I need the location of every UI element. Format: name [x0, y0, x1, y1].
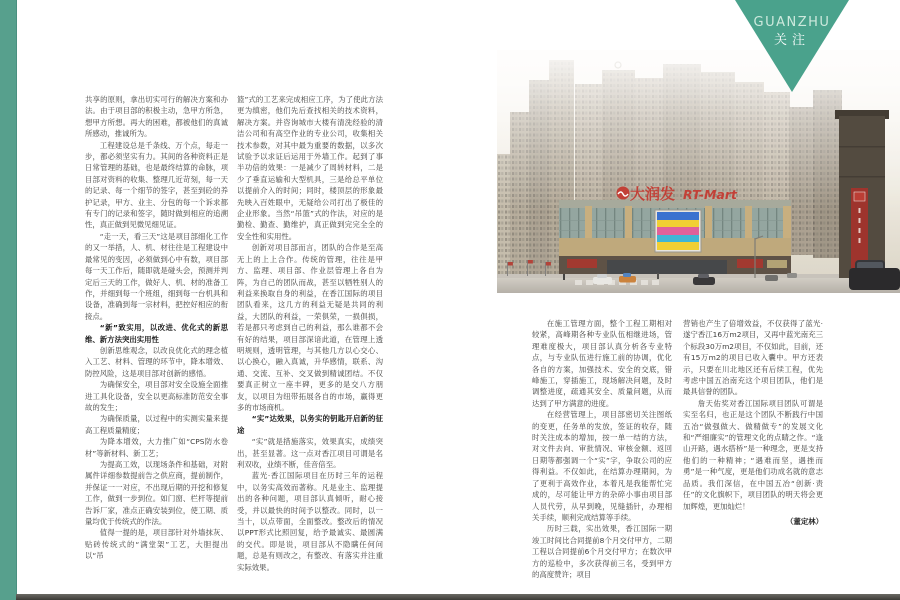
paragraph: 工程建设总是千条线、万个点，每走一步，都必须坚实有力。其间的各种资料正是日常管理的基础，也是最终结算的命脉，项目部对资料的收集、整理几近苛刻，每一天的记录、每一个细节的签字，甚至到砼的养护记录，甲方、业主、分包的每一个诉求都有专门的记录和签字，随时做到相应的追溯性，真正做到见微见细见证。: [85, 140, 228, 230]
paragraph: 共享的原则，拿出切实可行的解决方案和办法。由于项目部的积极主动，急甲方所急，想甲方所想。再大的困难，都被他们的真诚所感动，推诚所为。: [85, 95, 228, 139]
sign-text-cn: 大润发: [630, 185, 676, 203]
paragraph: 在施工管理方面，整个工程工期相对较紧，高峰期各种专业队伍相继进场，管理难度极大，项目部认真分析各专业特点，与专业队伍进行施工前的协调，优化各自的方案，加强技术、安全的交底，错峰施工，穿插施工，现场解决问题，及时调整进度，疏通其安全、质量问题，从而达到了甲方满意的进度。: [532, 319, 672, 408]
paragraph: 为提高工效，以现场条件和基础，对附属件详细参数提前告之供应商，提前制作，并保证一一对应，不出现后期的开挖和修复工作，做到一步到位。如门窗、栏杆等提前告诉厂家，准点正确安装到位，使工期、质量均优于传统式的作法。: [85, 460, 228, 527]
paragraph: 为确保安全，项目部对安全设施全面推进工具化设备，安全以更高标准防范安全事故的发生；: [85, 380, 228, 412]
article-column-4: [683, 318, 823, 527]
left-accent-bar: [0, 0, 17, 600]
paragraph: 创新思维观念，以改良优化式的理念植入工艺、材料、管理的环节中，降本增效、防控风险，这是项目部对创新的感悟。: [85, 345, 228, 378]
article-column-2: [237, 94, 383, 573]
paragraph: 营销也产生了倍增效益，不仅获得了蓝光·遂宁香江16万m2项目，又再中蓝光南充三个标段30万m2项目，不仅如此，目前，还有15万m2的项目已收入囊中。甲方还表示，只要在川北地区还有后续工程，优先考虑中国五冶南充这个项目团队，他们是最具信誉的团队。: [683, 319, 823, 397]
paragraph: “实”就是措施落实，效果真实，成绩突出，甚至显著。这一点对香江项目可谓是名利双收，业绩不断，佳音倍至。: [237, 437, 383, 469]
paragraph: 篮”式的工艺来完成相应工序，为了使此方法更为缜密，他们先后查找相关的技术资料，解决方案。并咨询城市大楼有清洗经验的清洁公司和有高空作业的专业公司，收集相关技术参数，对其中最为重要的数据，以多次试验予以求证后运用于外墙工作。起到了事半功倍的效果：一是减少了周转材料，二是少了垂直运输和大型机具，三是给总平单位以提前介入的时间；同时，楼顶层的形象最先映入百姓眼中，无疑给公司打出了极佳的企业形象。当然“吊篮”式的作法，对应的是勤检、勤查、勤维护，真正做到完完全全的安全性和实用性。: [237, 95, 383, 241]
paragraph: 为确保质量，以过程中的实测实量来提高工程质量精度；: [85, 414, 228, 435]
paragraph: 历时三载，实出效果，香江国际一期竣工时间比合同提前8个月交付甲方，二期工程以合同提前6个月交付甲方；在数次甲方的巡检中，多次获得前三名，受到甲方的高度赞许；项目: [532, 524, 672, 579]
paragraph: 为降本增效，大力推广如“CPS防水卷材”等新材料、新工艺；: [85, 437, 228, 458]
paragraph: 蓝光·香江国际项目在历时三年的运程中，以务实高效而著称。凡是业主、监理提出的各种问题，项目部认真倾听，耐心接受，并以最快的时间予以整改。同时，以一当十，以点带面，全面整改。整改后的情况以PPT形式比照回复，给予最诚实、最圆满的交代。即是说，项目部从不隐瞒任何问题，总是有则改之，有整改、有落实并注重实际效果。: [237, 471, 383, 572]
section-tab-title: 关注: [773, 33, 811, 48]
article-column-1: [85, 94, 228, 562]
paragraph: “走一天，看三天”这是项目部细化工作的又一举措，人、机、材往往是工程建设中最常见的变因，必须做到心中有数，项目部每一天工作后，随即就是碰头会，预测并判定后三天的工作，做好人、机、材的准备工作，并细到每一个班组，细到每一台机具和设备，准确到每一宗材料，把控好相应的衔接点。: [85, 231, 228, 321]
paragraph: 在经营管理上，项目部密切关注图纸的变更，任务单的发放，签证的收存，随时关注成本的增加，按一单一结的方法，对文件去向、审批情况、审核金额、返回日期等都强调一个“实”字，争取公司的应得利益。不仅如此，在结算办理期间，为了更利于高效作业，本着凡是我能帮忙完成的，尽可能让甲方的杂碎小事由项目部人员代劳，从早到晚，见缝插针，办理相关手续，顺利完成结算等手续。: [532, 410, 672, 522]
paragraph: 詹天佑奖对香江国际项目团队可谓是实至名归，也正是这个团队不断践行中国五冶“做强做大、做精做专”的发展文化和“严细廉实”的管理文化的点睛之作。“逢山开路，遇水搭桥”是一种理念，更是支持他们的一种精神；“遇难而坚，遇挫而勇”是一种气度，更是他们功成名就的意志品质。我们深信，在中国五冶“创新·责任”的文化旗帜下，项目团队的明天将会更加辉煌，更加灿烂！: [683, 398, 823, 511]
author-signature: （董定林）: [786, 516, 823, 526]
article-column-3: [532, 318, 672, 580]
section-tab-pinyin: GUANZHU: [753, 15, 831, 30]
section-heading: “实”达效果，以务实的钥匙开启新的征途: [237, 414, 383, 435]
section-tab: [730, 0, 854, 96]
paragraph: 值得一提的是，项目部针对外墙抹灰、贴砖传统式的“满堂架”工艺，大胆提出以“吊: [85, 528, 228, 561]
page-bottom-edge: [16, 594, 900, 600]
sign-text-en: RT-Mart: [683, 187, 737, 202]
section-heading: “新”致实用，以改进、优化式的新思维、新方法突出实用性: [85, 323, 228, 344]
paragraph: 创新对项目部而言，团队的合作是至高无上的上上合作。传统的管理，往往是甲方、监理、项目部、作业层管理上各自为阵，为自己的团队而战，甚至以牺牲别人的利益来换取自身的利益，在香江国际的项目团队看来，这几方的利益无疑是共同的利益，大团队的利益，一荣俱荣，一损俱损，若是都只考虑到自己的利益，那么谁都不会有好的结果，项目部深谙此道，在管理上透明规则，透明管理，与其他几方以心交心、以心换心，融入真诚，升华感情，联系、沟通、交流、互补、交叉做到精诚团结。不仅要真正树立一座丰碑，更多的是交八方朋友，以项目为纽带拓展各自的市场，赢得更多的市场商机。: [237, 243, 383, 412]
